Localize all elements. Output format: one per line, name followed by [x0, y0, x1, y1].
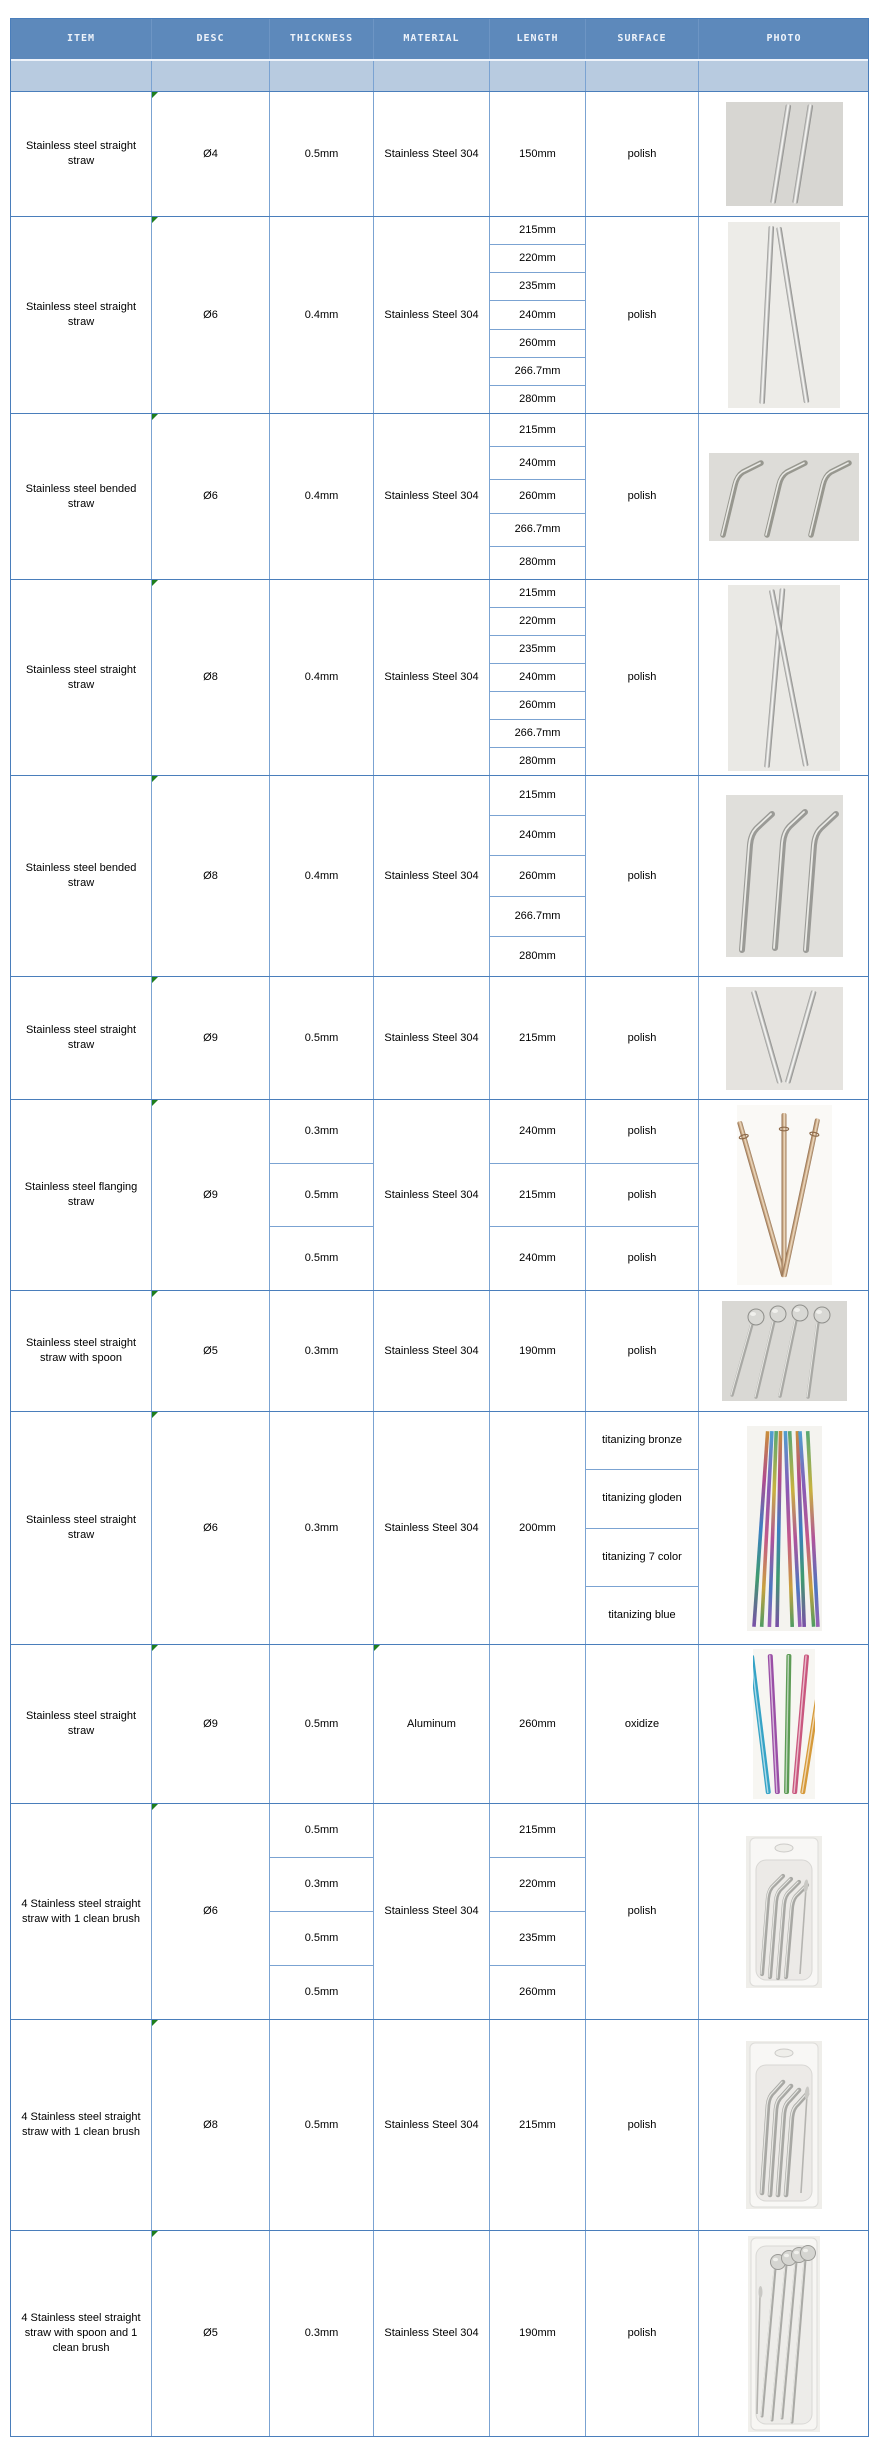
product-photo-image	[726, 795, 843, 957]
photo-cell	[699, 2020, 869, 2230]
photo-cell	[699, 2231, 869, 2436]
surface-cell: polish	[586, 776, 699, 976]
desc-cell: Ø6	[152, 217, 270, 413]
thickness-cell: 0.5mm	[270, 977, 374, 1099]
length-option: 220mm	[490, 608, 585, 636]
length-option: 266.7mm	[490, 897, 585, 937]
thickness-cell	[270, 1804, 374, 2019]
surface-option: titanizing bronze	[586, 1412, 698, 1470]
surface-option: polish	[627, 1252, 657, 1265]
desc-cell: Ø8	[152, 580, 270, 775]
header-cell-photo: PHOTO	[766, 33, 802, 45]
length-cell: 190mm	[490, 2231, 586, 2436]
length-option: 215mm	[490, 1164, 585, 1228]
product-row	[11, 1803, 868, 2019]
photo-cell	[699, 977, 869, 1099]
material-cell: Stainless Steel 304	[374, 1804, 490, 2019]
thickness-cell: 0.3mm	[270, 1412, 374, 1644]
desc-cell: Ø8	[152, 2020, 270, 2230]
length-cell	[490, 1100, 586, 1290]
header-cell-desc: DESC	[152, 19, 270, 59]
length-cell: 215mm	[490, 977, 586, 1099]
length-option: 235mm	[490, 1912, 585, 1966]
length-cell: 200mm	[490, 1412, 586, 1644]
product-photo-image	[709, 453, 859, 541]
surface-option: titanizing gloden	[586, 1470, 698, 1528]
length-option: 215mm	[490, 580, 585, 608]
surface-cell	[586, 1100, 699, 1290]
length-option: 240mm	[490, 816, 585, 856]
item-cell: Stainless steel straight straw	[11, 1645, 152, 1803]
thickness-cell: 0.5mm	[270, 1645, 374, 1803]
length-cell	[490, 580, 586, 775]
length-option: 260mm	[490, 330, 585, 358]
product-photo-image	[753, 1649, 815, 1799]
thickness-cell: 0.4mm	[270, 580, 374, 775]
material-cell: Stainless Steel 304	[374, 977, 490, 1099]
thickness-option: 0.3mm	[270, 1100, 373, 1164]
length-option: 215mm	[490, 776, 585, 816]
spec-sheet	[10, 18, 869, 2437]
desc-cell: Ø5	[152, 2231, 270, 2436]
length-option: 280mm	[519, 392, 556, 405]
surface-cell: polish	[586, 217, 699, 413]
spacer-cell	[699, 61, 869, 91]
surface-option: titanizing blue	[608, 1608, 676, 1621]
length-cell	[490, 217, 586, 413]
photo-cell	[699, 1412, 869, 1644]
length-cell: 215mm	[490, 2020, 586, 2230]
surface-cell: polish	[586, 2020, 699, 2230]
surface-cell: oxidize	[586, 1645, 699, 1803]
material-cell: Stainless Steel 304	[374, 1291, 490, 1411]
surface-option: polish	[586, 1164, 698, 1228]
item-cell: Stainless steel straight straw	[11, 580, 152, 775]
thickness-option: 0.3mm	[270, 1858, 373, 1912]
length-option: 240mm	[490, 1100, 585, 1164]
product-row	[11, 1644, 868, 1803]
item-cell: Stainless steel straight straw	[11, 1412, 152, 1644]
spacer-cell	[586, 61, 699, 91]
header-cell-thickness: THICKNESS	[270, 19, 374, 59]
photo-cell	[699, 1804, 869, 2019]
header-cell-length: LENGTH	[490, 19, 586, 59]
length-option: 220mm	[490, 1858, 585, 1912]
length-option: 215mm	[490, 217, 585, 245]
length-cell: 150mm	[490, 92, 586, 216]
desc-cell: Ø9	[152, 1645, 270, 1803]
surface-cell: polish	[586, 1291, 699, 1411]
length-option: 215mm	[490, 1804, 585, 1858]
product-photo-image	[737, 1105, 832, 1285]
spacer-cell	[270, 61, 374, 91]
product-row	[11, 216, 868, 413]
material-cell: Stainless Steel 304	[374, 1412, 490, 1644]
item-cell: Stainless steel flanging straw	[11, 1100, 152, 1290]
product-photo-image	[746, 1836, 822, 1988]
length-cell	[490, 776, 586, 976]
item-cell: Stainless steel straight straw	[11, 92, 152, 216]
length-option: 280mm	[519, 556, 556, 569]
material-cell: Stainless Steel 304	[374, 2231, 490, 2436]
product-table	[10, 18, 869, 2437]
table-header-row	[11, 19, 868, 61]
spacer-cell	[490, 61, 586, 91]
photo-cell	[699, 776, 869, 976]
product-photo-image	[747, 1426, 822, 1631]
thickness-option: 0.5mm	[270, 1164, 373, 1228]
desc-cell: Ø6	[152, 414, 270, 579]
surface-cell: polish	[586, 2231, 699, 2436]
material-cell: Stainless Steel 304	[374, 776, 490, 976]
material-cell: Stainless Steel 304	[374, 92, 490, 216]
material-cell: Stainless Steel 304	[374, 217, 490, 413]
thickness-cell: 0.4mm	[270, 414, 374, 579]
length-option: 266.7mm	[490, 514, 585, 547]
surface-cell: polish	[586, 977, 699, 1099]
surface-cell: polish	[586, 580, 699, 775]
desc-cell: Ø6	[152, 1412, 270, 1644]
length-cell	[490, 414, 586, 579]
material-cell: Aluminum	[374, 1645, 490, 1803]
surface-cell: polish	[586, 414, 699, 579]
product-photo-image	[728, 585, 840, 771]
length-option: 235mm	[490, 636, 585, 664]
desc-cell: Ø9	[152, 977, 270, 1099]
thickness-cell: 0.4mm	[270, 217, 374, 413]
item-cell: Stainless steel bended straw	[11, 414, 152, 579]
thickness-cell	[270, 1100, 374, 1290]
photo-cell	[699, 217, 869, 413]
item-cell: Stainless steel bended straw	[11, 776, 152, 976]
spacer-row	[11, 61, 868, 91]
product-row	[11, 775, 868, 976]
product-photo-image	[726, 102, 843, 206]
desc-cell: Ø8	[152, 776, 270, 976]
surface-cell: polish	[586, 1804, 699, 2019]
product-photo-image	[746, 2041, 822, 2209]
length-cell: 190mm	[490, 1291, 586, 1411]
item-cell: Stainless steel straight straw	[11, 217, 152, 413]
length-option: 266.7mm	[490, 358, 585, 386]
item-cell: Stainless steel straight straw with spoon	[11, 1291, 152, 1411]
length-option: 260mm	[490, 480, 585, 513]
surface-option: titanizing 7 color	[586, 1529, 698, 1587]
spacer-cell	[152, 61, 270, 91]
product-photo-image	[728, 222, 840, 408]
length-option: 260mm	[519, 1986, 556, 1999]
header-cell-item: ITEM	[11, 19, 152, 59]
product-photo-image	[726, 987, 843, 1090]
length-cell	[490, 1804, 586, 2019]
length-option: 280mm	[519, 949, 556, 962]
surface-cell	[586, 1412, 699, 1644]
product-row	[11, 1290, 868, 1411]
length-option: 280mm	[519, 755, 556, 768]
thickness-option: 0.5mm	[304, 1986, 339, 1999]
product-photo-image	[722, 1301, 847, 1401]
photo-cell	[699, 92, 869, 216]
length-option: 240mm	[490, 664, 585, 692]
length-option: 260mm	[490, 692, 585, 720]
item-cell: 4 Stainless steel straight straw with 1 clean brush	[11, 1804, 152, 2019]
thickness-option: 0.5mm	[270, 1804, 373, 1858]
length-option: 240mm	[490, 301, 585, 329]
photo-cell	[699, 414, 869, 579]
photo-cell	[699, 1291, 869, 1411]
length-option: 220mm	[490, 245, 585, 273]
desc-cell: Ø5	[152, 1291, 270, 1411]
product-row	[11, 976, 868, 1099]
photo-cell	[699, 580, 869, 775]
product-row	[11, 2230, 868, 2436]
thickness-cell: 0.3mm	[270, 2231, 374, 2436]
material-cell: Stainless Steel 304	[374, 580, 490, 775]
desc-cell: Ø9	[152, 1100, 270, 1290]
surface-cell: polish	[586, 92, 699, 216]
material-cell: Stainless Steel 304	[374, 414, 490, 579]
length-option: 266.7mm	[490, 720, 585, 748]
product-row	[11, 1099, 868, 1290]
length-option: 260mm	[490, 856, 585, 896]
header-cell-surface: SURFACE	[586, 19, 699, 59]
material-cell: Stainless Steel 304	[374, 2020, 490, 2230]
length-option: 235mm	[490, 273, 585, 301]
product-row	[11, 2019, 868, 2230]
product-row	[11, 413, 868, 579]
product-photo-image	[748, 2236, 820, 2432]
photo-cell	[699, 1100, 869, 1290]
thickness-cell: 0.5mm	[270, 2020, 374, 2230]
photo-cell	[699, 1645, 869, 1803]
material-cell: Stainless Steel 304	[374, 1100, 490, 1290]
product-row	[11, 579, 868, 775]
spacer-cell	[11, 61, 152, 91]
thickness-option: 0.5mm	[304, 1252, 339, 1265]
thickness-cell: 0.5mm	[270, 92, 374, 216]
header-cell-material: MATERIAL	[374, 19, 490, 59]
product-row	[11, 91, 868, 216]
item-cell: Stainless steel straight straw	[11, 977, 152, 1099]
thickness-option: 0.5mm	[270, 1912, 373, 1966]
product-row	[11, 1411, 868, 1644]
length-option: 240mm	[519, 1252, 556, 1265]
thickness-cell: 0.4mm	[270, 776, 374, 976]
desc-cell: Ø4	[152, 92, 270, 216]
length-option: 240mm	[490, 447, 585, 480]
length-cell: 260mm	[490, 1645, 586, 1803]
surface-option: polish	[586, 1100, 698, 1164]
desc-cell: Ø6	[152, 1804, 270, 2019]
item-cell: 4 Stainless steel straight straw with spoon and 1 clean brush	[11, 2231, 152, 2436]
length-option: 215mm	[490, 414, 585, 447]
spacer-cell	[374, 61, 490, 91]
thickness-cell: 0.3mm	[270, 1291, 374, 1411]
item-cell: 4 Stainless steel straight straw with 1 clean brush	[11, 2020, 152, 2230]
